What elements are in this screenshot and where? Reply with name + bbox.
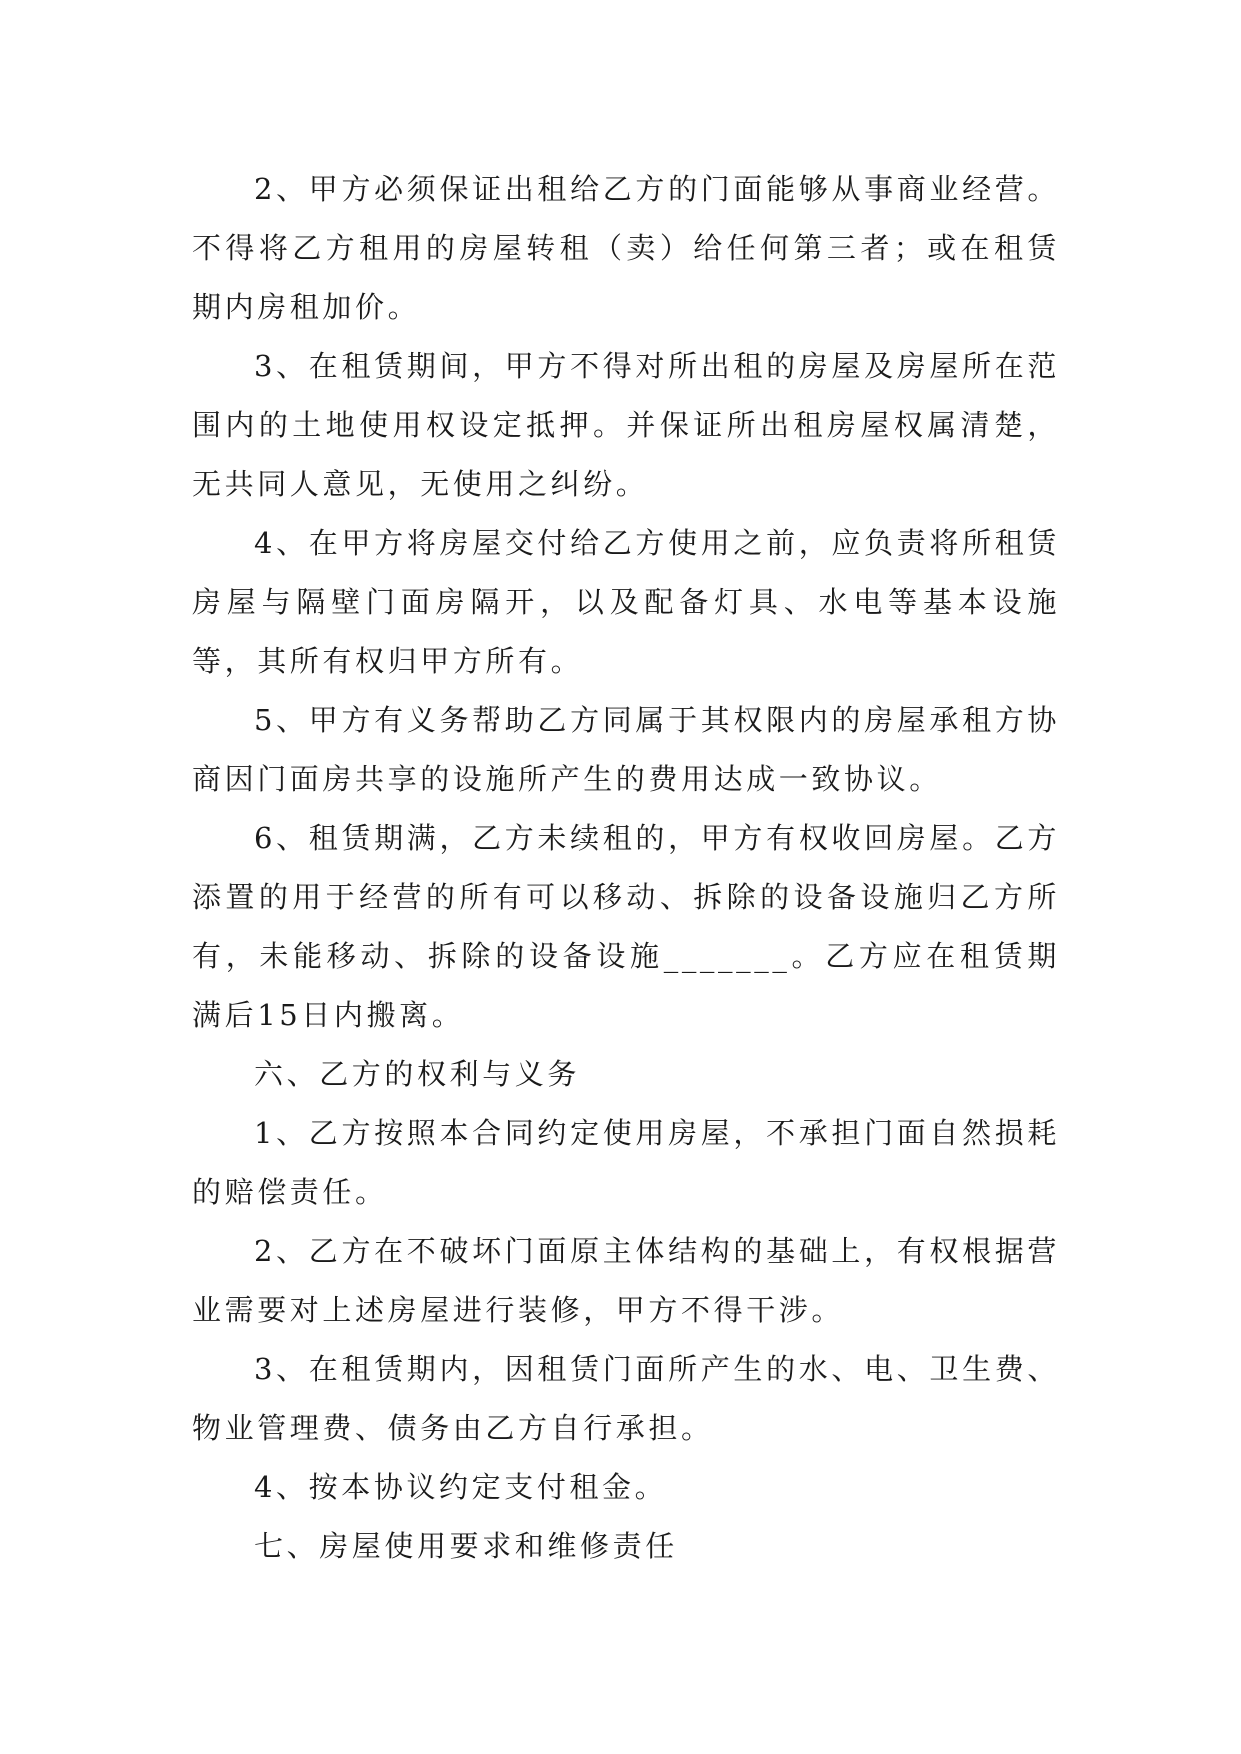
clause-6-3: 3、在租赁期内，因租赁门面所产生的水、电、卫生费、物业管理费、债务由乙方自行承担。: [192, 1352, 1060, 1445]
document-body: [192, 160, 1060, 1576]
clause-5-6: 6、租赁期满，乙方未续租的，甲方有权收回房屋。乙方添置的用于经营的所有可以移动、拆除的设备设施归乙方所有，未能移动、拆除的设备设施_______。乙方应在租赁期满后15日内搬离。: [192, 821, 1060, 1032]
clause-6-4: 4、按本协议约定支付租金。: [254, 1470, 668, 1504]
section-heading-6: 六、乙方的权利与义务: [254, 1057, 581, 1091]
clause-5-2: 2、甲方必须保证出租给乙方的门面能够从事商业经营。不得将乙方租用的房屋转租（卖）给任何第三者；或在租赁期内房租加价。: [192, 172, 1060, 324]
clause-5-5: 5、甲方有义务帮助乙方同属于其权限内的房屋承租方协商因门面房共享的设施所产生的费用达成一致协议。: [192, 703, 1060, 796]
clause-6-1: 1、乙方按照本合同约定使用房屋，不承担门面自然损耗的赔偿责任。: [192, 1116, 1060, 1209]
clause-5-3: 3、在租赁期间，甲方不得对所出租的房屋及房屋所在范围内的土地使用权设定抵押。并保证所出租房屋权属清楚，无共同人意见，无使用之纠纷。: [192, 349, 1060, 501]
section-heading-7: 七、房屋使用要求和维修责任: [254, 1529, 678, 1563]
clause-5-4: 4、在甲方将房屋交付给乙方使用之前，应负责将所租赁房屋与隔壁门面房隔开，以及配备灯具、水电等基本设施等，其所有权归甲方所有。: [192, 526, 1060, 678]
clause-6-2: 2、乙方在不破坏门面原主体结构的基础上，有权根据营业需要对上述房屋进行装修，甲方不得干涉。: [192, 1234, 1060, 1327]
